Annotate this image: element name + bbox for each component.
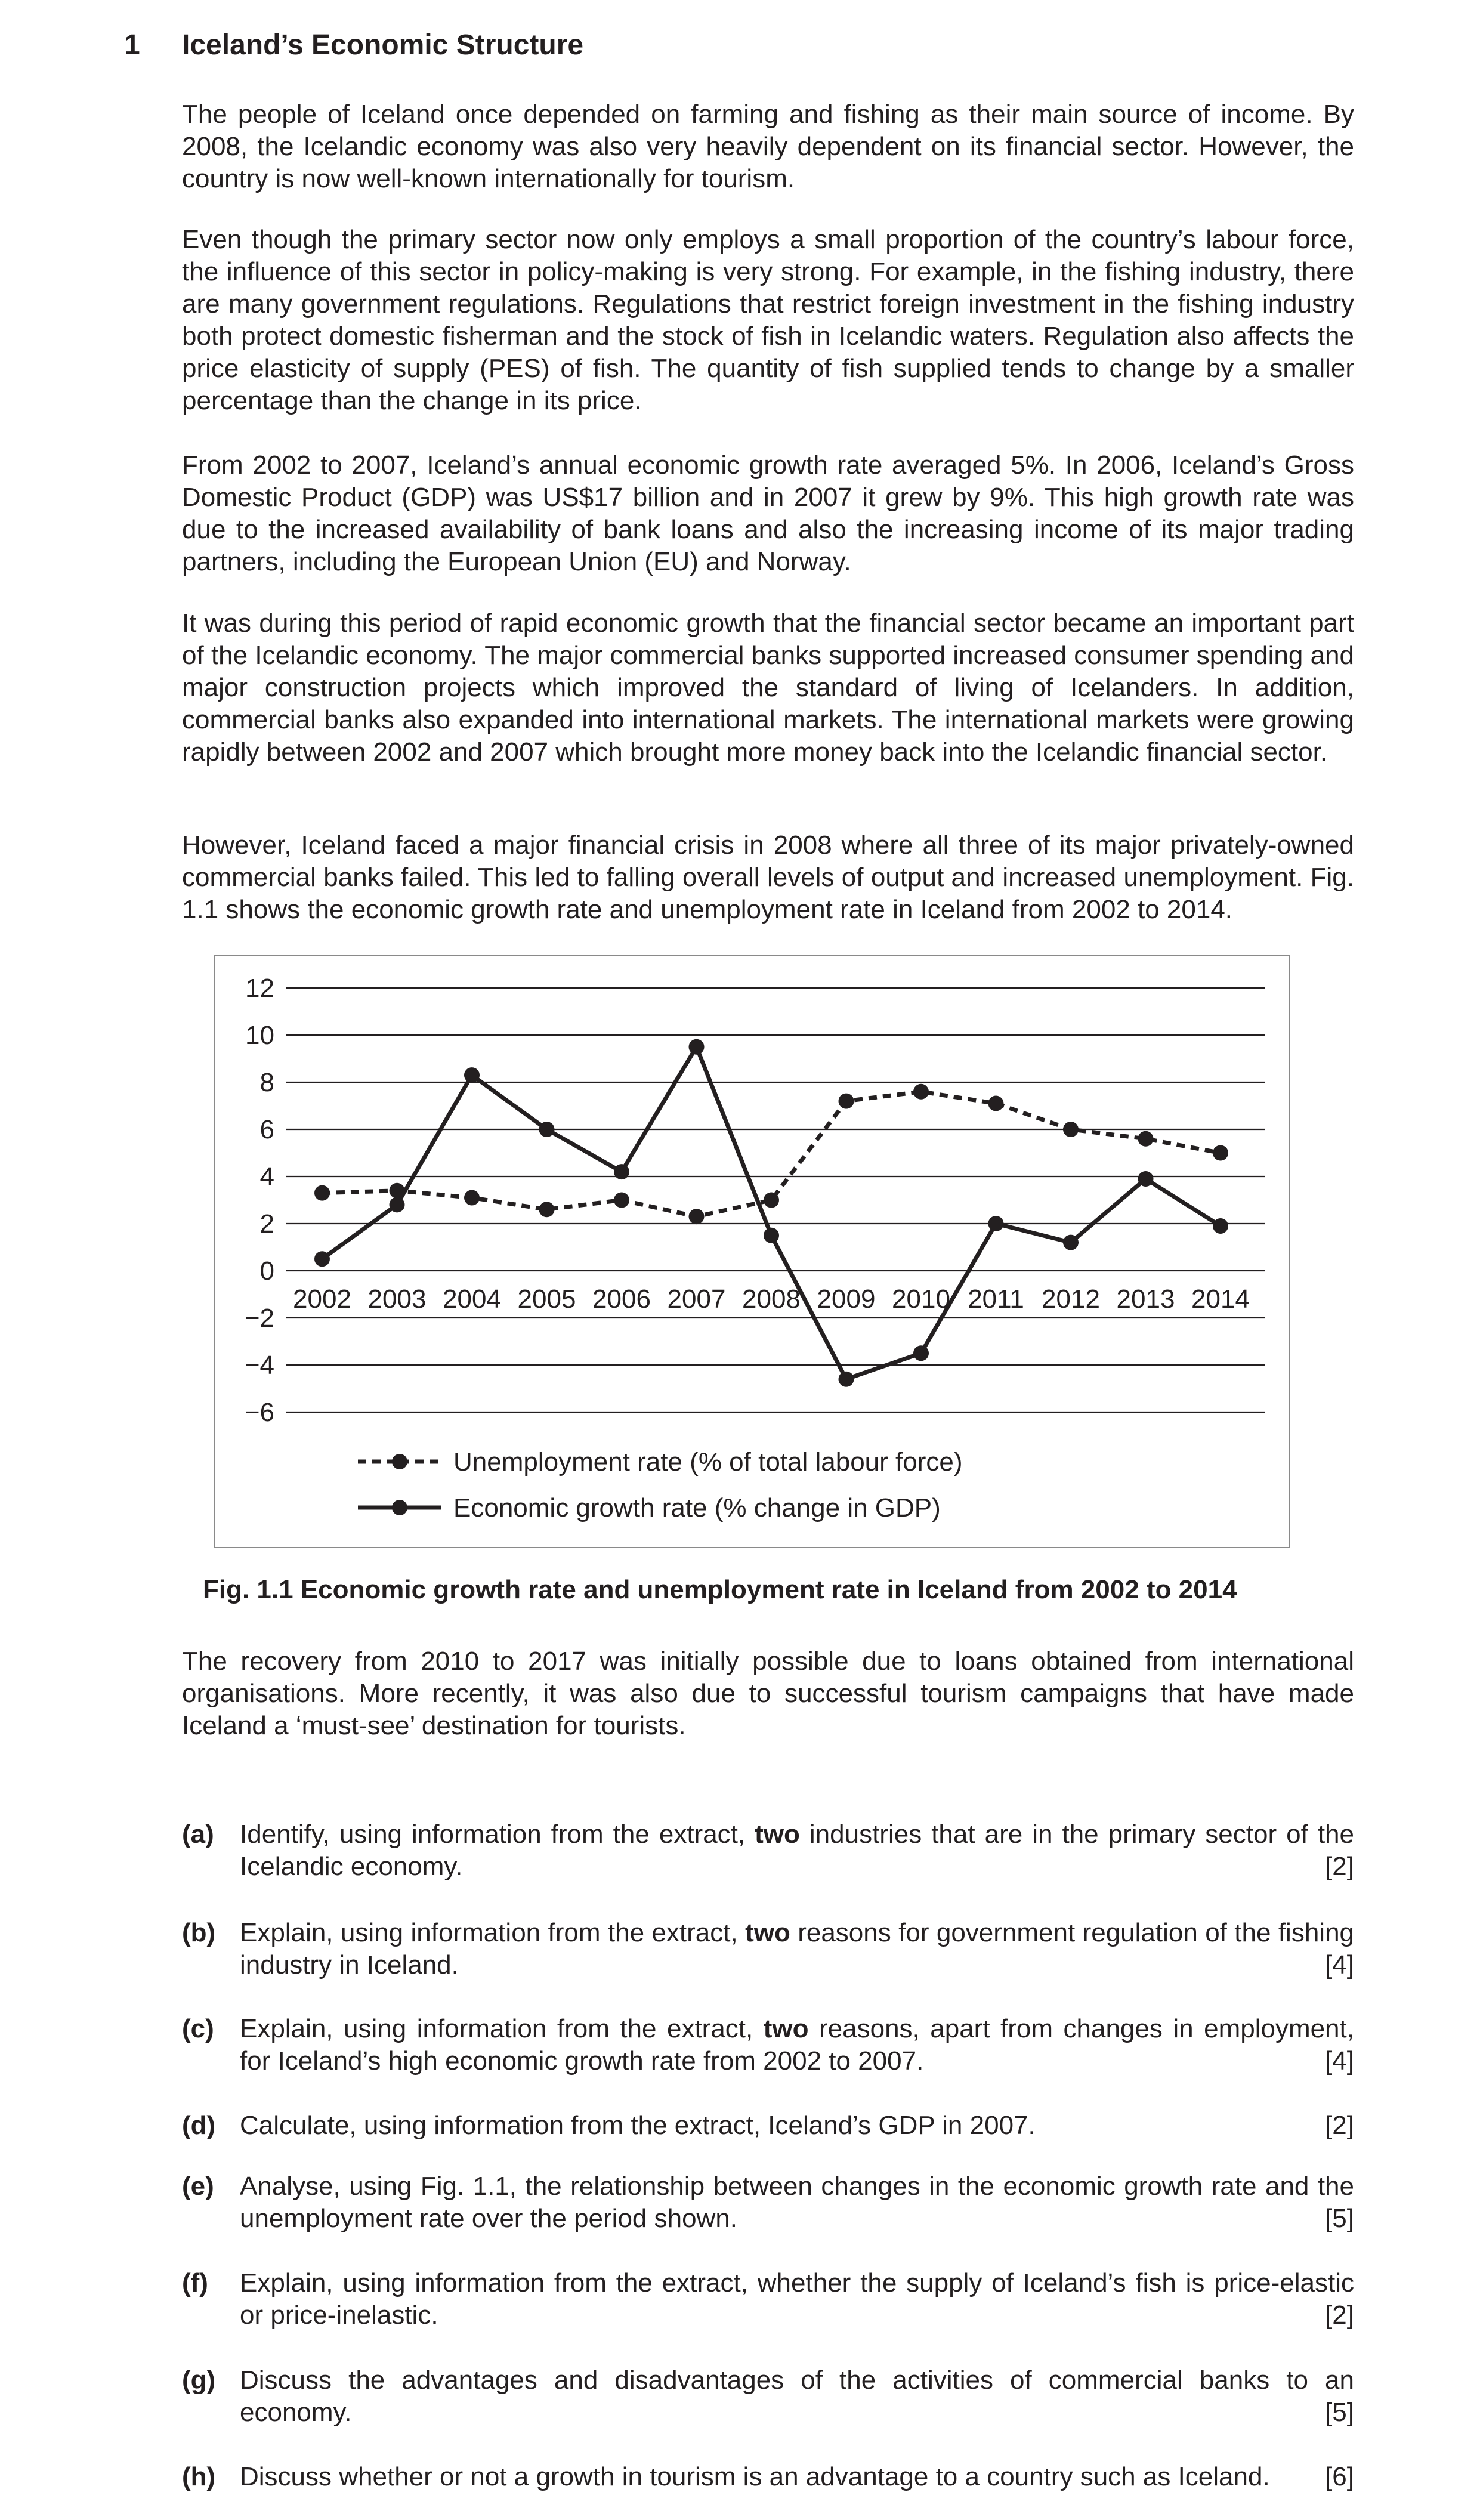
- unemployment-point: [614, 1193, 629, 1208]
- growth-point: [1213, 1218, 1228, 1234]
- growth-point: [839, 1372, 854, 1387]
- y-tick-label: 4: [259, 1162, 274, 1191]
- y-tick-label: 8: [259, 1068, 274, 1097]
- sub-question-marks: [5]: [1325, 2204, 1354, 2233]
- unemployment-point: [689, 1209, 705, 1224]
- unemployment-point: [464, 1190, 480, 1206]
- sub-question-marks: [2]: [1325, 2300, 1354, 2330]
- growth-point: [539, 1122, 555, 1137]
- y-tick-label: 12: [245, 974, 274, 1003]
- growth-point: [314, 1251, 330, 1267]
- x-tick-label: 2013: [1116, 1284, 1175, 1314]
- sub-question-label: (h): [182, 2462, 216, 2491]
- paragraph-3: From 2002 to 2007, Iceland’s annual economic growth rate averaged 5%. In 2006, Iceland’s Gross Domestic Product (GDP) was US$17 billion and in 2007 it grew by 9%. This high growth rate was due to the increased availability of bank loans and also the increasing income of its major trading partners, including the European Union (EU) and Norway.: [182, 450, 1354, 576]
- sub-question-text: [240, 2267, 1354, 2331]
- sub-question-label: (b): [182, 1918, 216, 1947]
- sub-question-label: (e): [182, 2172, 214, 2201]
- sub-question: [182, 2013, 1354, 2077]
- unemployment-point: [539, 1202, 555, 1217]
- growth-point: [1138, 1171, 1154, 1187]
- sub-question-label: (c): [182, 2014, 214, 2043]
- growth-point: [913, 1345, 929, 1361]
- sub-question-emphasis: two: [763, 2014, 809, 2043]
- x-tick-label: 2003: [367, 1284, 427, 1314]
- y-tick-label: 0: [259, 1256, 274, 1286]
- y-tick-label: 6: [259, 1115, 274, 1144]
- unemployment-point: [764, 1193, 779, 1208]
- sub-question-text-part: Explain, using information from the extract, whether the supply of Iceland’s fish is price-elastic or price-inelastic.: [240, 2268, 1354, 2330]
- legend-label: Unemployment rate (% of total labour force): [453, 1447, 963, 1477]
- legend-label: Economic growth rate (% change in GDP): [453, 1493, 941, 1522]
- sub-question-text: [240, 1917, 1354, 1981]
- sub-question-text-part: reasons for government regulation of the fishing industry in Iceland.: [240, 1918, 1355, 1979]
- sub-question-text-part: Explain, using information from the extract,: [240, 2014, 764, 2043]
- sub-question-label: (a): [182, 1820, 214, 1849]
- sub-question-text: [240, 2461, 1290, 2493]
- question-title: Iceland’s Economic Structure: [182, 29, 584, 61]
- legend-swatch-marker: [392, 1500, 407, 1515]
- sub-question-marks: [5]: [1325, 2398, 1354, 2427]
- sub-question-marks: [2]: [1325, 2111, 1354, 2140]
- sub-question: [182, 2461, 1354, 2493]
- sub-question-text: [240, 2013, 1354, 2077]
- figure-caption: Fig. 1.1 Economic growth rate and unemployment rate in Iceland from 2002 to 2014: [203, 1575, 1237, 1604]
- growth-point: [988, 1216, 1004, 1231]
- legend-swatch-marker: [392, 1454, 407, 1469]
- sub-question-text-part: Analyse, using Fig. 1.1, the relationship between changes in the economic growth rate and the unemployment rate over the period shown.: [240, 2172, 1354, 2233]
- y-tick-label: 2: [259, 1209, 274, 1239]
- x-tick-label: 2002: [293, 1284, 351, 1314]
- x-tick-label: 2014: [1191, 1284, 1250, 1314]
- paragraph-2: Even though the primary sector now only employs a small proportion of the country’s labour force, the influence of this sector in policy-making is very strong. For example, in the fishing industry, there are many government regulations. Regulations that restrict foreign investment in the fishing industry both protect domestic fisherman and the stock of fish in Icelandic waters. Regulation also affects the price elasticity of supply (PES) of fish. The quantity of fish supplied tends to change by a smaller percentage than the change in its price.: [182, 225, 1354, 415]
- x-tick-label: 2010: [892, 1284, 950, 1314]
- y-tick-label: −6: [244, 1398, 274, 1427]
- figure-1-1-chart: [214, 955, 1290, 1548]
- growth-point: [689, 1039, 705, 1055]
- sub-question: [182, 1917, 1354, 1981]
- sub-question-text-part: reasons, apart from changes in employment, for Iceland’s high economic growth rate from 2002 to 2007.: [240, 2014, 1354, 2076]
- x-axis-tick-labels: [293, 1284, 1250, 1314]
- x-tick-label: 2007: [667, 1284, 726, 1314]
- sub-question-text-part: Identify, using information from the extract,: [240, 1820, 755, 1849]
- sub-question-text: [240, 2364, 1354, 2429]
- sub-question-marks: [4]: [1325, 1950, 1354, 1979]
- unemployment-point: [913, 1084, 929, 1100]
- series-line-growth: [322, 1047, 1221, 1379]
- sub-question: [182, 2110, 1354, 2142]
- paragraph-1: The people of Iceland once depended on farming and fishing as their main source of income. By 2008, the Icelandic economy was also very heavily dependent on its financial sector. However, the country is now well-known internationally for tourism.: [182, 100, 1354, 193]
- sub-question-text: [240, 2170, 1354, 2235]
- sub-question: [182, 2170, 1354, 2235]
- x-tick-label: 2008: [742, 1284, 801, 1314]
- growth-point: [464, 1067, 480, 1083]
- growth-point: [390, 1197, 405, 1212]
- sub-question-label: (f): [182, 2268, 208, 2297]
- y-axis-tick-labels: [245, 974, 274, 1427]
- unemployment-point: [1138, 1131, 1154, 1147]
- growth-point: [1063, 1235, 1079, 1250]
- y-tick-label: 10: [245, 1021, 274, 1050]
- growth-point: [614, 1164, 629, 1179]
- paragraph-5: However, Iceland faced a major financial crisis in 2008 where all three of its major privately-owned commercial banks failed. This led to falling overall levels of output and increased unemployment. Fig. 1.1 shows the economic growth rate and unemployment rate in Iceland from 2002 to 2014.: [182, 830, 1354, 924]
- x-tick-label: 2006: [592, 1284, 651, 1314]
- sub-question-marks: [2]: [1325, 1852, 1354, 1881]
- x-tick-label: 2009: [817, 1284, 876, 1314]
- x-tick-label: 2005: [517, 1284, 576, 1314]
- question-number: 1: [124, 29, 140, 61]
- sub-question-text-part: industries that are in the primary sector of the Icelandic economy.: [240, 1820, 1354, 1881]
- chart-legend: [358, 1447, 963, 1522]
- paragraph-4: It was during this period of rapid economic growth that the financial sector became an important part of the Icelandic economy. The major commercial banks supported increased consumer spending and major construction projects which improved the standard of living of Icelanders. In addition, commercial banks also expanded into international markets. The international markets were growing rapidly between 2002 and 2007 which brought more money back into the Icelandic financial sector.: [182, 609, 1354, 767]
- unemployment-point: [314, 1185, 330, 1201]
- growth-point: [764, 1228, 779, 1243]
- sub-question: [182, 1818, 1354, 1883]
- sub-question-text-part: Calculate, using information from the extract, Iceland’s GDP in 2007.: [240, 2111, 1036, 2140]
- unemployment-point: [839, 1094, 854, 1109]
- sub-question-text: [240, 1818, 1354, 1883]
- unemployment-point: [1213, 1145, 1228, 1161]
- x-tick-label: 2011: [968, 1284, 1024, 1314]
- sub-question-text: [240, 2110, 1290, 2142]
- y-tick-label: −2: [244, 1304, 274, 1333]
- chart-svg: [215, 956, 1289, 1547]
- sub-question-marks: [6]: [1325, 2462, 1354, 2491]
- sub-question-label: (g): [182, 2365, 216, 2395]
- sub-question: [182, 2267, 1354, 2331]
- sub-question-marks: [4]: [1325, 2046, 1354, 2076]
- sub-question: [182, 2364, 1354, 2429]
- unemployment-point: [988, 1096, 1004, 1111]
- x-tick-label: 2004: [443, 1284, 501, 1314]
- paragraph-after-figure: The recovery from 2010 to 2017 was initially possible due to loans obtained from international organisations. More recently, it was also due to successful tourism campaigns that have made Iceland a ‘must-see’ destination for tourists.: [182, 1647, 1354, 1740]
- sub-question-text-part: Explain, using information from the extract,: [240, 1918, 746, 1947]
- sub-question-emphasis: two: [755, 1820, 800, 1849]
- sub-question-emphasis: two: [745, 1918, 790, 1947]
- chart-series: [314, 1039, 1228, 1387]
- y-tick-label: −4: [244, 1351, 274, 1380]
- x-tick-label: 2012: [1042, 1284, 1100, 1314]
- sub-question-text-part: Discuss whether or not a growth in tourism is an advantage to a country such as Iceland.: [240, 2462, 1270, 2491]
- sub-question-text-part: Discuss the advantages and disadvantages of the activities of commercial banks to an economy.: [240, 2365, 1354, 2427]
- sub-question-label: (d): [182, 2111, 216, 2140]
- unemployment-point: [1063, 1122, 1079, 1137]
